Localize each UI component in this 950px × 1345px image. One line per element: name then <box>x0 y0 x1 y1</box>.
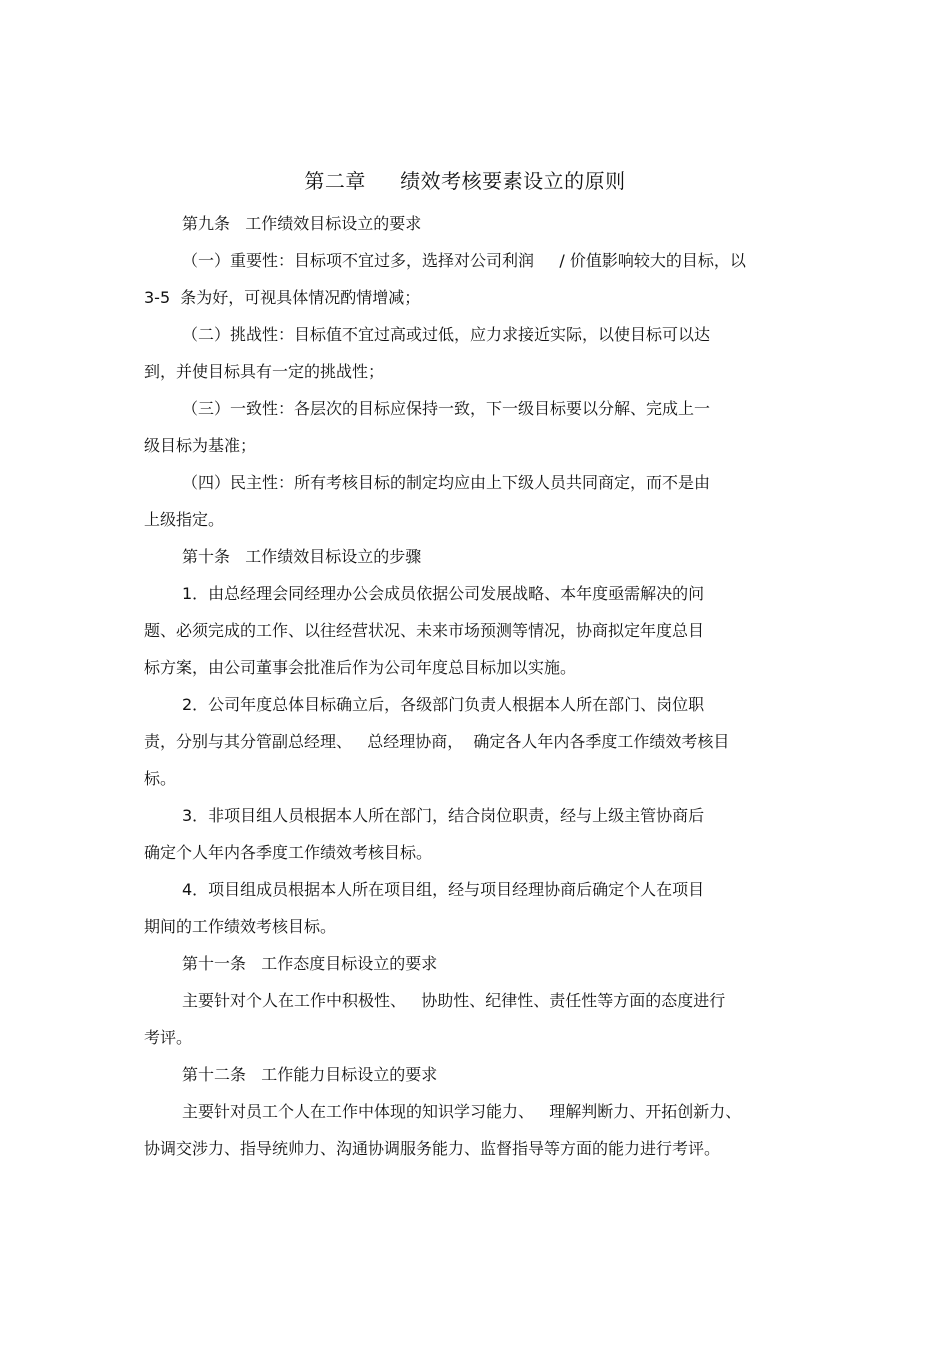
paragraph-line: 3-5 条为好，可视具体情况酌情增减； <box>144 288 421 307</box>
paragraph-line: 协调交涉力、指导统帅力、沟通协调服务能力、监督指导等方面的能力进行考评。 <box>144 1139 721 1158</box>
paragraph-line: 责，分别与其分管副总经理、 总经理协商， 确定各人年内各季度工作绩效考核目 <box>144 732 730 751</box>
paragraph-line: 级目标为基准； <box>144 436 257 455</box>
paragraph-line: 题、必须完成的工作、以往经营状况、未来市场预测等情况，协商拟定年度总目 <box>144 621 705 640</box>
paragraph-line: 主要针对员工个人在工作中体现的知识学习能力、 理解判断力、开拓创新力、 <box>182 1102 742 1121</box>
paragraph-line: （四）民主性：所有考核目标的制定均应由上下级人员共同商定，而不是由 <box>182 473 711 492</box>
paragraph-line: （三）一致性：各层次的目标应保持一致，下一级目标要以分解、完成上一 <box>182 399 711 418</box>
article-9-heading: 第九条 工作绩效目标设立的要求 <box>182 214 422 233</box>
article-10-heading: 第十条 工作绩效目标设立的步骤 <box>182 547 422 566</box>
article-11-heading: 第十一条 工作态度目标设立的要求 <box>182 954 438 973</box>
paragraph-line: 2．公司年度总体目标确立后，各级部门负责人根据本人所在部门、岗位职 <box>182 695 705 714</box>
paragraph-line: 3．非项目组人员根据本人所在部门，结合岗位职责，经与上级主管协商后 <box>182 806 705 825</box>
paragraph-line: 标方案，由公司董事会批准后作为公司年度总目标加以实施。 <box>144 658 577 677</box>
paragraph-line: 4．项目组成员根据本人所在项目组，经与项目经理协商后确定个人在项目 <box>182 880 705 899</box>
paragraph-line: （一）重要性：目标项不宜过多，选择对公司利润 / 价值影响较大的目标，以 <box>182 251 746 270</box>
chapter-title: 第二章 绩效考核要素设立的原则 <box>304 169 626 193</box>
article-12-heading: 第十二条 工作能力目标设立的要求 <box>182 1065 438 1084</box>
paragraph-line: 到，并使目标具有一定的挑战性； <box>144 362 385 381</box>
paragraph-line: （二）挑战性：目标值不宜过高或过低，应力求接近实际，以使目标可以达 <box>182 325 711 344</box>
paragraph-line: 主要针对个人在工作中积极性、 协助性、纪律性、责任性等方面的态度进行 <box>182 991 726 1010</box>
paragraph-line: 考评。 <box>144 1028 193 1047</box>
paragraph-line: 标。 <box>144 769 177 788</box>
paragraph-line: 确定个人年内各季度工作绩效考核目标。 <box>144 843 433 862</box>
paragraph-line: 期间的工作绩效考核目标。 <box>144 917 337 936</box>
paragraph-line: 上级指定。 <box>144 510 225 529</box>
paragraph-line: 1．由总经理会同经理办公会成员依据公司发展战略、本年度亟需解决的问 <box>182 584 705 603</box>
document-body <box>144 205 809 1167</box>
